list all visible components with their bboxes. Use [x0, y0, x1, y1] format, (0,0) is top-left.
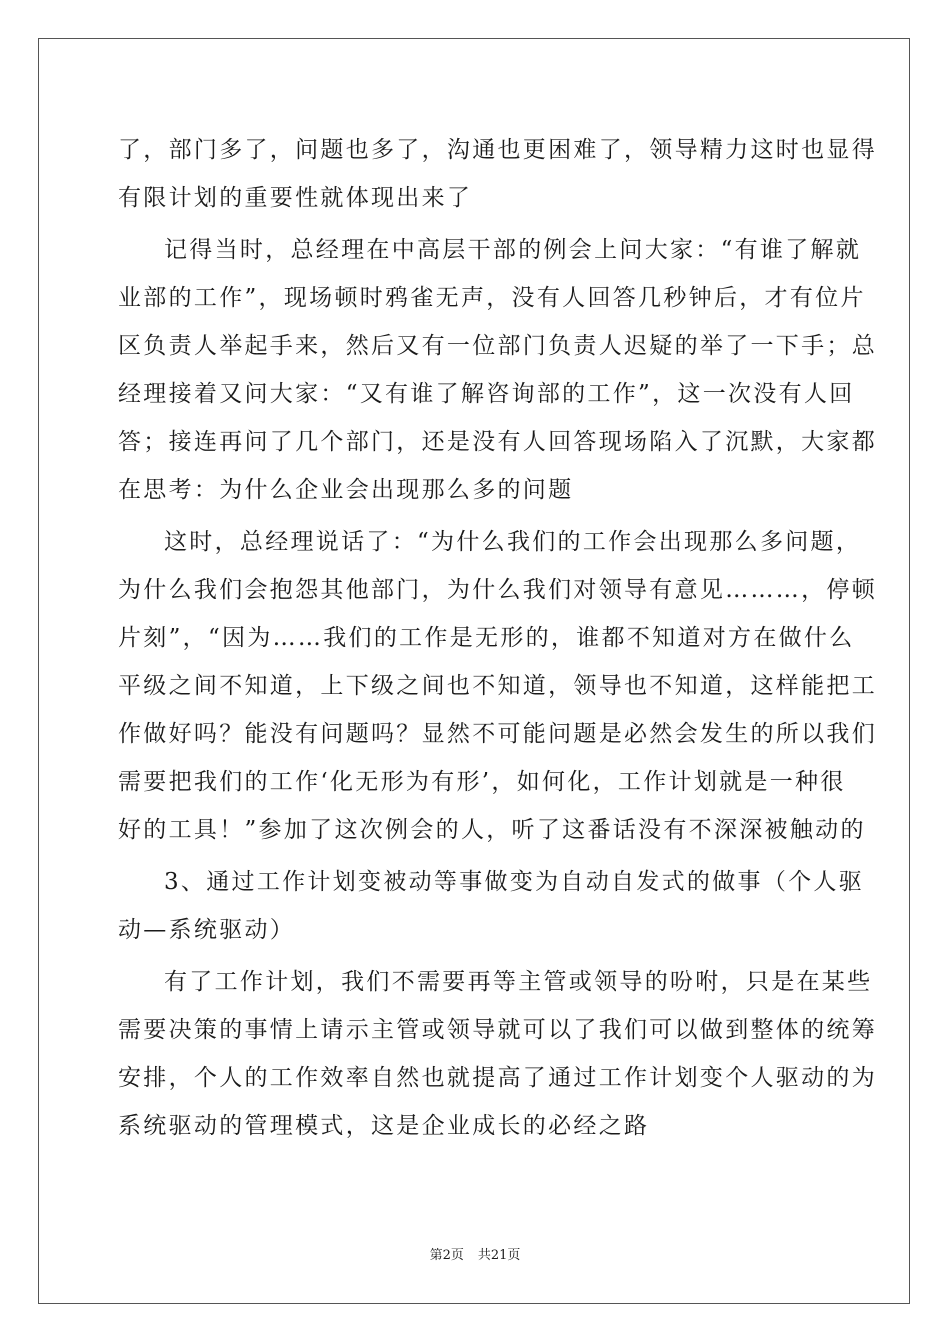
text-line: 平级之间不知道，上下级之间也不知道，领导也不知道，这样能把工 — [118, 673, 877, 699]
paragraph — [118, 858, 865, 954]
text-line: 需要把我们的工作‘化无形为有形’，如何化，工作计划就是一种很 — [118, 769, 846, 795]
text-line: 区负责人举起手来，然后又有一位部门负责人迟疑的举了一下手；总 — [118, 333, 877, 359]
text-line: 在思考：为什么企业会出现那么多的问题 — [118, 477, 574, 503]
paragraph — [118, 518, 877, 854]
paragraph — [118, 226, 877, 514]
text-line: 业部的工作”，现场顿时鸦雀无声，没有人回答几秒钟后，才有位片 — [118, 285, 866, 311]
page-total: 共21页 — [477, 1248, 521, 1263]
text-line: 3、通过工作计划变被动等事做变为自动自发式的做事（个人驱 — [164, 869, 865, 895]
text-line: 这时，总经理说话了：“为什么我们的工作会出现那么多问题， — [164, 529, 862, 555]
text-line: 了，部门多了，问题也多了，沟通也更困难了，领导精力这时也显得 — [118, 137, 877, 163]
text-line: 好的工具！”参加了这次例会的人，听了这番话没有不深深被触动的 — [118, 817, 866, 843]
text-line: 有限计划的重要性就体现出来了 — [118, 185, 473, 211]
text-line: 动—系统驱动） — [118, 917, 296, 943]
text-line: 记得当时，总经理在中高层干部的例会上问大家：“有谁了解就 — [164, 237, 862, 263]
document-body — [118, 126, 877, 1154]
text-line: 安排，个人的工作效率自然也就提高了通过工作计划变个人驱动的为 — [118, 1065, 877, 1091]
text-line: 答；接连再问了几个部门，还是没有人回答现场陷入了沉默，大家都 — [118, 429, 877, 455]
paragraph — [118, 958, 877, 1150]
text-line: 需要决策的事情上请示主管或领导就可以了我们可以做到整体的统筹 — [118, 1017, 877, 1043]
paragraph — [118, 126, 877, 222]
text-line: 为什么我们会抱怨其他部门，为什么我们对领导有意见………，停顿 — [118, 577, 877, 603]
text-line: 有了工作计划，我们不需要再等主管或领导的吩咐，只是在某些 — [164, 969, 873, 995]
text-line: 片刻”，“因为……我们的工作是无形的，谁都不知道对方在做什么 — [118, 625, 855, 651]
text-line: 系统驱动的管理模式，这是企业成长的必经之路 — [118, 1113, 650, 1139]
text-line: 经理接着又问大家：“又有谁了解咨询部的工作”，这一次没有人回 — [118, 381, 855, 407]
page-footer — [0, 1247, 950, 1265]
text-line: 作做好吗？能没有问题吗？显然不可能问题是必然会发生的所以我们 — [118, 721, 877, 747]
page-number: 第2页 — [429, 1248, 464, 1263]
